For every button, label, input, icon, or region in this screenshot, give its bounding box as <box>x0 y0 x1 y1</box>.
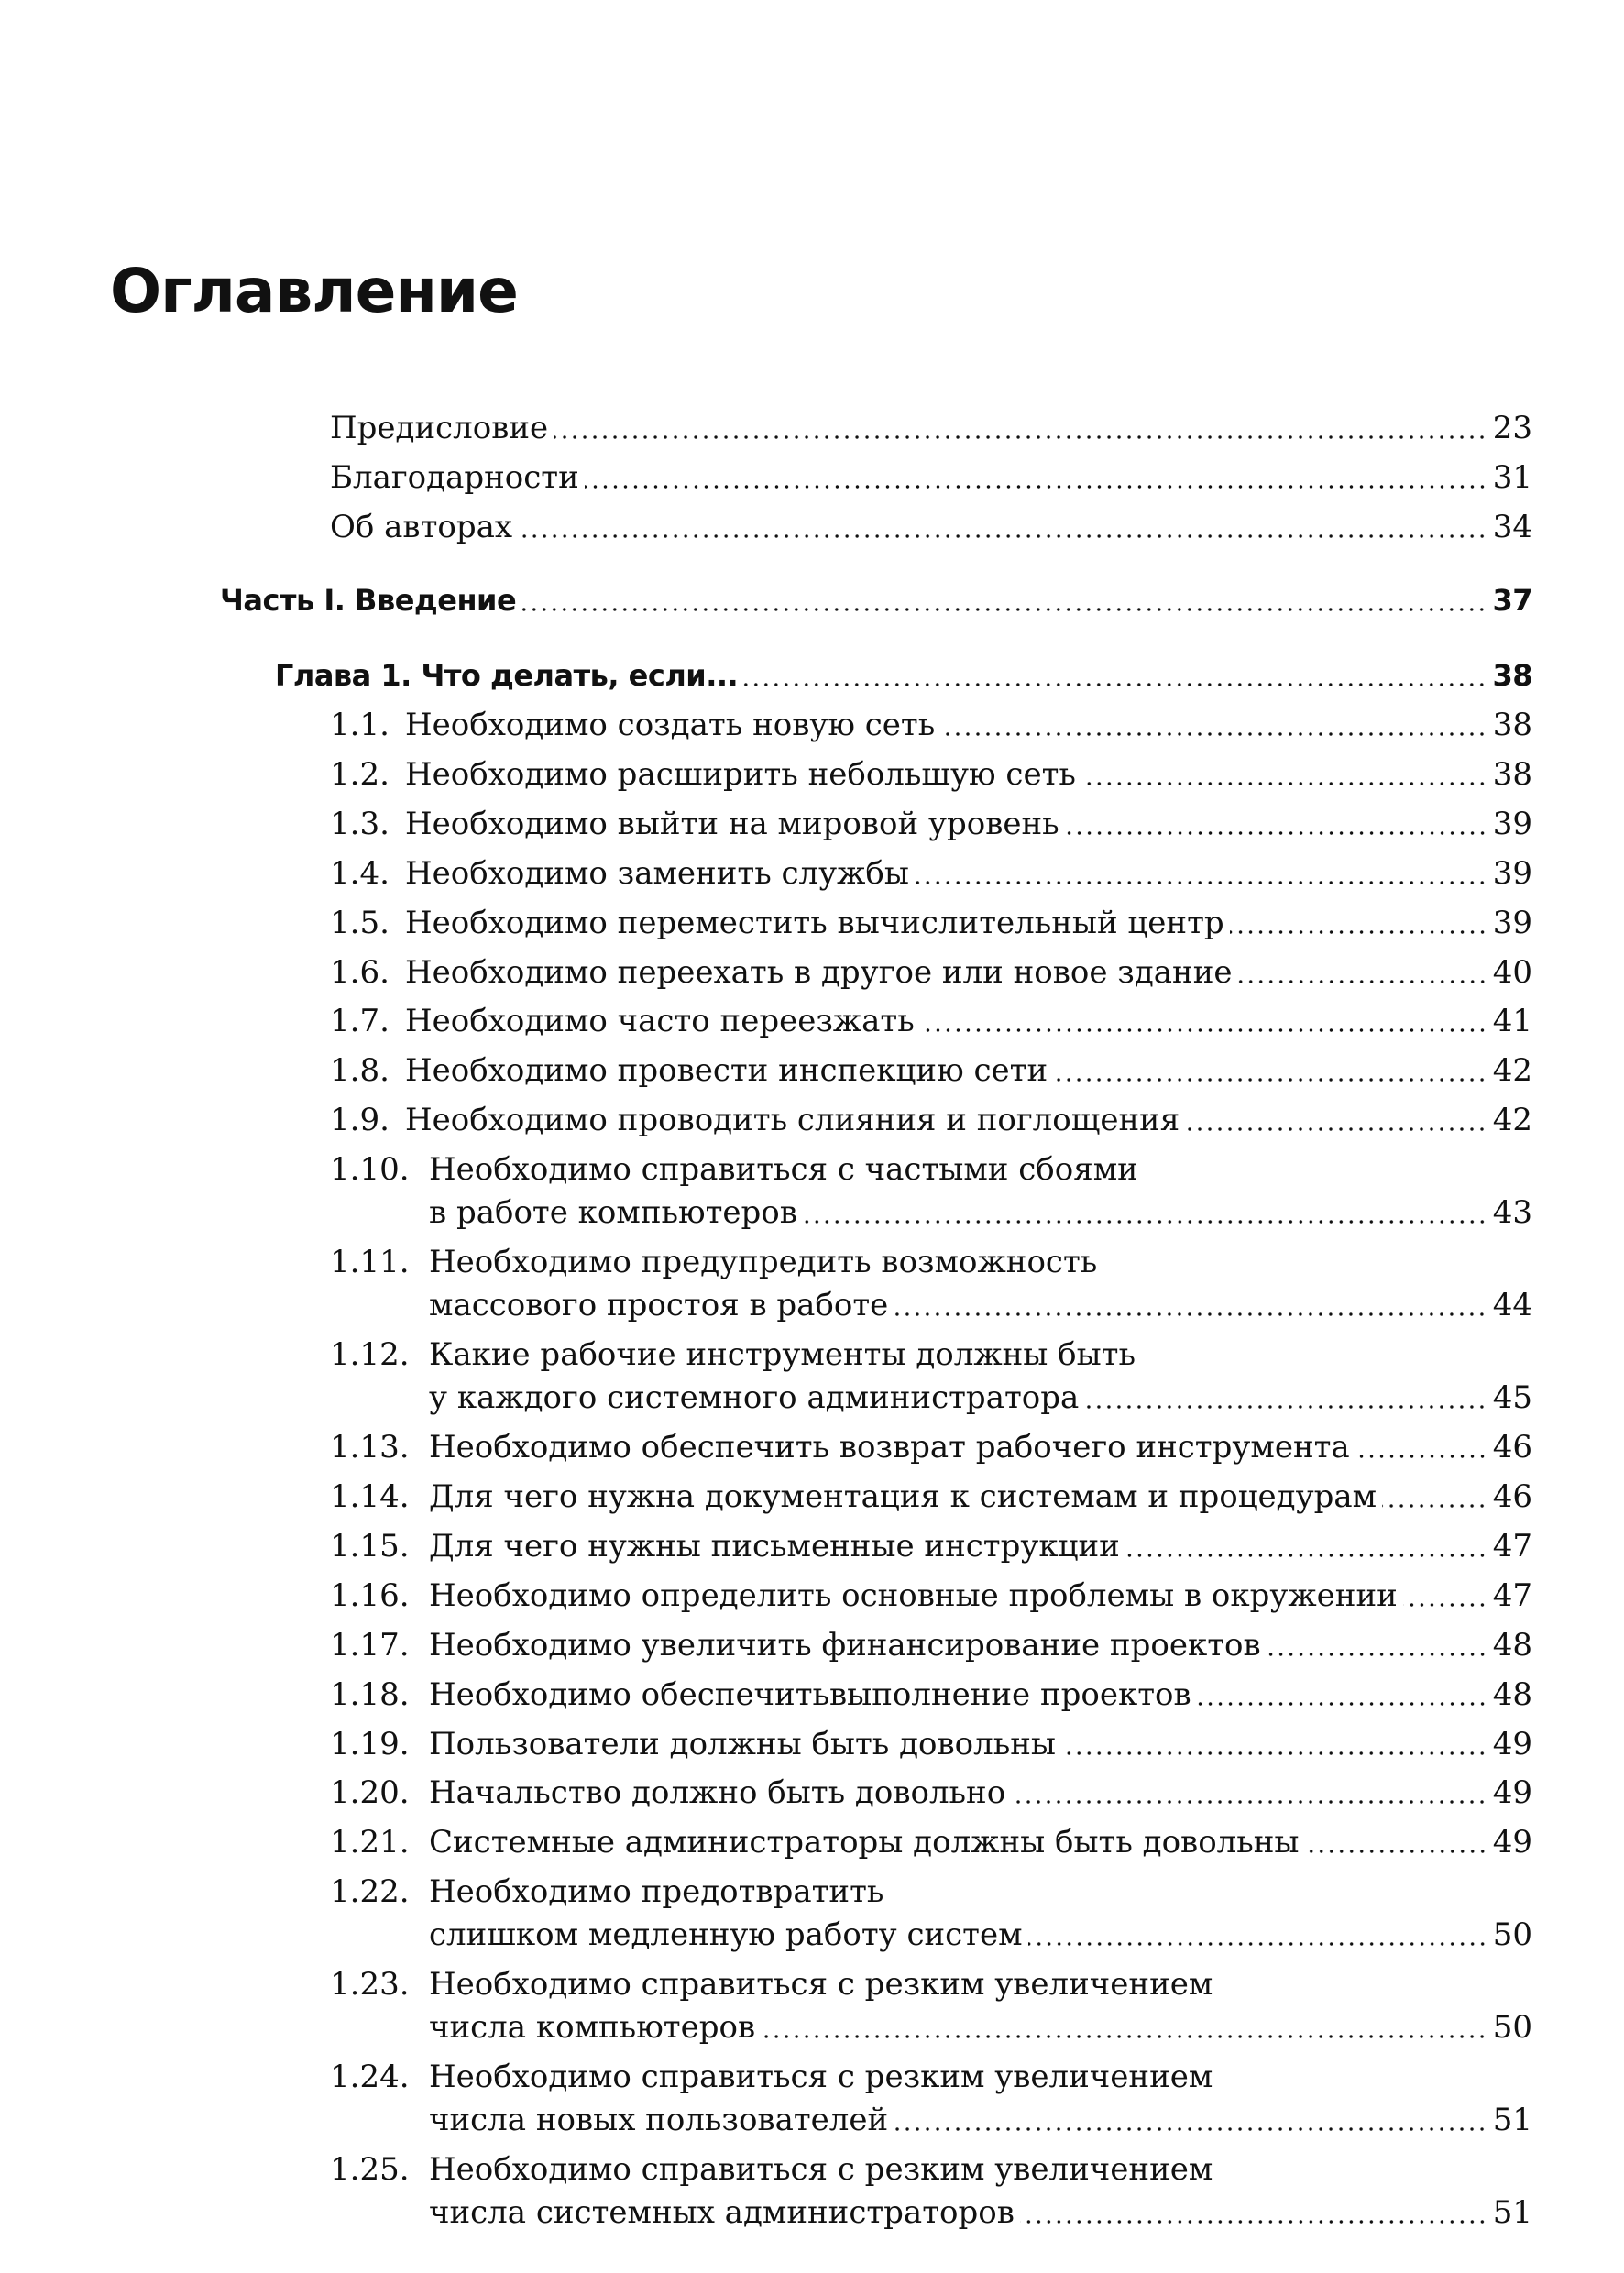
page-number: 41 <box>1492 1003 1532 1039</box>
page-number: 47 <box>1492 1577 1532 1614</box>
page-number: 49 <box>1492 1726 1532 1762</box>
toc-entry-section-continuation[interactable] <box>429 2095 1532 2145</box>
toc-entry-section[interactable] <box>330 1817 1532 1867</box>
page-number: 44 <box>1492 1287 1532 1323</box>
toc-entry-chapter[interactable] <box>275 651 1532 700</box>
entry-title: Необходимо провести инспекцию сети <box>405 1052 1048 1089</box>
toc-entry-section[interactable] <box>330 1670 1532 1719</box>
entry-title: Необходимо выйти на мировой уровень <box>405 806 1059 842</box>
entry-title: слишком медленную работу систем <box>429 1916 1023 1953</box>
section-number: 1.16. <box>330 1577 410 1614</box>
entry-title: Для чего нужны письменные инструкции <box>429 1528 1120 1565</box>
entry-title: Необходимо справиться с частыми сбоями <box>429 1151 1138 1188</box>
toc-entry-front-matter[interactable] <box>330 502 1532 552</box>
toc-entry-section[interactable] <box>330 1046 1532 1095</box>
page-number: 43 <box>1492 1194 1532 1231</box>
entry-title: Необходимо проводить слияния и поглощения <box>405 1102 1180 1138</box>
section-number: 1.4. <box>330 855 390 892</box>
dot-leader <box>761 2034 1487 2039</box>
section-number: 1.21. <box>330 1824 410 1861</box>
dot-leader <box>1011 1799 1487 1805</box>
dot-leader <box>743 682 1487 687</box>
toc-entry-section[interactable] <box>330 1960 1532 2009</box>
dot-leader <box>518 533 1487 539</box>
section-number: 1.2. <box>330 756 390 793</box>
dot-leader <box>803 1219 1487 1224</box>
page-number: 48 <box>1492 1676 1532 1713</box>
dot-leader <box>1081 781 1487 786</box>
toc-entry-section-continuation[interactable] <box>429 2188 1532 2237</box>
toc-entry-section[interactable] <box>330 1472 1532 1521</box>
entry-title: Необходимо определить основные проблемы в окружении <box>429 1577 1398 1614</box>
entry-title: Какие рабочие инструменты должны быть <box>429 1336 1136 1373</box>
entry-title: числа системных администраторов <box>429 2194 1015 2231</box>
page-number: 38 <box>1492 707 1532 743</box>
toc-entry-section[interactable] <box>330 1571 1532 1620</box>
entry-title: Необходимо переместить вычислительный центр <box>405 905 1224 941</box>
section-number: 1.6. <box>330 954 390 991</box>
toc-entry-section-continuation[interactable] <box>429 1280 1532 1330</box>
entry-title: Системные администраторы должны быть довольны <box>429 1824 1300 1861</box>
dot-leader <box>1020 2219 1487 2224</box>
page-number: 46 <box>1492 1478 1532 1515</box>
entry-title: у каждого системного администратора <box>429 1379 1080 1416</box>
section-number: 1.17. <box>330 1627 410 1664</box>
page-number: 48 <box>1492 1627 1532 1664</box>
dot-leader <box>940 731 1487 737</box>
page-number: 51 <box>1492 2194 1532 2231</box>
dot-leader <box>894 2126 1487 2132</box>
dot-leader <box>1305 1849 1487 1854</box>
toc-entry-section[interactable] <box>330 1237 1532 1287</box>
entry-title: Необходимо переехать в другое или новое здание <box>405 954 1233 991</box>
section-number: 1.23. <box>330 1966 410 2003</box>
section-number: 1.14. <box>330 1478 410 1515</box>
toc-entry-section[interactable] <box>330 1330 1532 1379</box>
toc-entry-front-matter[interactable] <box>330 403 1532 453</box>
entry-title: числа новых пользователей <box>429 2102 889 2138</box>
dot-leader <box>894 1312 1487 1317</box>
dot-leader <box>585 484 1487 489</box>
dot-leader <box>1355 1454 1487 1459</box>
toc-entry-section[interactable] <box>330 1095 1532 1145</box>
page-number: 42 <box>1492 1102 1532 1138</box>
page-number: 39 <box>1492 855 1532 892</box>
entry-title: Благодарности <box>330 459 579 496</box>
page-number: 39 <box>1492 905 1532 941</box>
entry-title: Необходимо расширить небольшую сеть <box>405 756 1076 793</box>
section-number: 1.19. <box>330 1726 410 1762</box>
dot-leader <box>1382 1503 1487 1509</box>
page-number: 38 <box>1492 658 1532 693</box>
section-number: 1.11. <box>330 1244 410 1280</box>
page-number: 23 <box>1492 410 1532 446</box>
toc-entry-section-continuation[interactable] <box>429 1373 1532 1422</box>
dot-leader <box>554 434 1487 440</box>
toc-entry-front-matter[interactable] <box>330 453 1532 502</box>
dot-leader <box>1267 1652 1487 1657</box>
section-number: 1.18. <box>330 1676 410 1713</box>
toc-entry-section[interactable] <box>330 799 1532 849</box>
toc-entry-section[interactable] <box>330 1768 1532 1817</box>
dot-leader <box>1028 1941 1487 1947</box>
entry-title: Необходимо обеспечить возврат рабочего инструмента <box>429 1429 1350 1466</box>
section-number: 1.10. <box>330 1151 410 1188</box>
entry-title: Необходимо часто переезжать <box>405 1003 915 1039</box>
dot-leader <box>1238 979 1487 984</box>
entry-title: Необходимо обеспечитьвыполнение проектов <box>429 1676 1191 1713</box>
entry-title: в работе компьютеров <box>429 1194 797 1231</box>
section-number: 1.7. <box>330 1003 390 1039</box>
entry-title: Для чего нужна документация к системам и процедурам <box>429 1478 1377 1515</box>
entry-title: Часть I. Введение <box>220 583 517 618</box>
toc-entry-section[interactable] <box>330 1422 1532 1472</box>
toc-entry-section[interactable] <box>330 849 1532 898</box>
dot-leader <box>1065 830 1487 836</box>
toc-entry-section-continuation[interactable] <box>429 1188 1532 1237</box>
toc-entry-section[interactable] <box>330 2145 1532 2194</box>
dot-leader <box>1125 1553 1487 1558</box>
entry-title: Необходимо заменить службы <box>405 855 909 892</box>
section-number: 1.24. <box>330 2059 410 2095</box>
dot-leader <box>915 880 1487 885</box>
toc-entry-section[interactable] <box>330 750 1532 799</box>
page-number: 50 <box>1492 1916 1532 1953</box>
section-number: 1.9. <box>330 1102 390 1138</box>
dot-leader <box>920 1027 1487 1033</box>
page-title: Оглавление <box>110 256 518 326</box>
section-number: 1.20. <box>330 1774 410 1811</box>
toc-entry-section[interactable] <box>330 1867 1532 1916</box>
dot-leader <box>1230 929 1487 935</box>
toc-entry-section-continuation[interactable] <box>429 2003 1532 2052</box>
dot-leader <box>1403 1602 1487 1608</box>
page-number: 51 <box>1492 2102 1532 2138</box>
section-number: 1.1. <box>330 707 390 743</box>
toc-entry-section[interactable] <box>330 700 1532 750</box>
toc-entry-section[interactable] <box>330 1620 1532 1670</box>
entry-title: массового простоя в работе <box>429 1287 889 1323</box>
entry-title: Начальство должно быть довольно <box>429 1774 1006 1811</box>
entry-title: Необходимо справиться с резким увеличением <box>429 2151 1213 2188</box>
toc-entry-section[interactable] <box>330 1719 1532 1769</box>
section-number: 1.15. <box>330 1528 410 1565</box>
toc-entry-section[interactable] <box>330 1145 1532 1194</box>
toc-entry-section[interactable] <box>330 898 1532 948</box>
section-number: 1.25. <box>330 2151 410 2188</box>
entry-title: Необходимо предупредить возможность <box>429 1244 1098 1280</box>
toc-entry-section-continuation[interactable] <box>429 1910 1532 1960</box>
entry-title: Об авторах <box>330 509 513 545</box>
page-number: 47 <box>1492 1528 1532 1565</box>
dot-leader <box>1053 1077 1487 1082</box>
page-number: 49 <box>1492 1774 1532 1811</box>
page-number: 50 <box>1492 2009 1532 2046</box>
page-number: 37 <box>1492 583 1532 618</box>
entry-title: Необходимо справиться с резким увеличением <box>429 1966 1213 2003</box>
page-number: 42 <box>1492 1052 1532 1089</box>
page-number: 46 <box>1492 1429 1532 1466</box>
entry-title: числа компьютеров <box>429 2009 756 2046</box>
dot-leader <box>1185 1126 1487 1132</box>
section-number: 1.13. <box>330 1429 410 1466</box>
page-number: 45 <box>1492 1379 1532 1416</box>
page-number: 38 <box>1492 756 1532 793</box>
section-number: 1.12. <box>330 1336 410 1373</box>
section-number: 1.8. <box>330 1052 390 1089</box>
page-number: 49 <box>1492 1824 1532 1861</box>
section-number: 1.5. <box>330 905 390 941</box>
entry-title: Необходимо справиться с резким увеличением <box>429 2059 1213 2095</box>
entry-title: Глава 1. Что делать, если... <box>275 658 739 693</box>
toc-entry-section[interactable] <box>330 996 1532 1046</box>
dot-leader <box>521 607 1487 612</box>
entry-title: Предисловие <box>330 410 549 446</box>
page-number: 40 <box>1492 954 1532 991</box>
entry-title: Необходимо предотвратить <box>429 1873 884 1910</box>
entry-title: Необходимо создать новую сеть <box>405 707 936 743</box>
dot-leader <box>1197 1701 1487 1707</box>
dot-leader <box>1061 1751 1487 1756</box>
page-number: 34 <box>1492 509 1532 545</box>
page-number: 31 <box>1492 459 1532 496</box>
section-number: 1.3. <box>330 806 390 842</box>
section-number: 1.22. <box>330 1873 410 1910</box>
entry-title: Пользователи должны быть довольны <box>429 1726 1056 1762</box>
page-number: 39 <box>1492 806 1532 842</box>
entry-title: Необходимо увеличить финансирование проектов <box>429 1627 1261 1664</box>
toc-entry-section[interactable] <box>330 948 1532 997</box>
dot-leader <box>1084 1404 1487 1410</box>
toc-entry-part[interactable] <box>220 576 1532 625</box>
toc-entry-section[interactable] <box>330 2052 1532 2102</box>
toc-entry-section[interactable] <box>330 1521 1532 1571</box>
